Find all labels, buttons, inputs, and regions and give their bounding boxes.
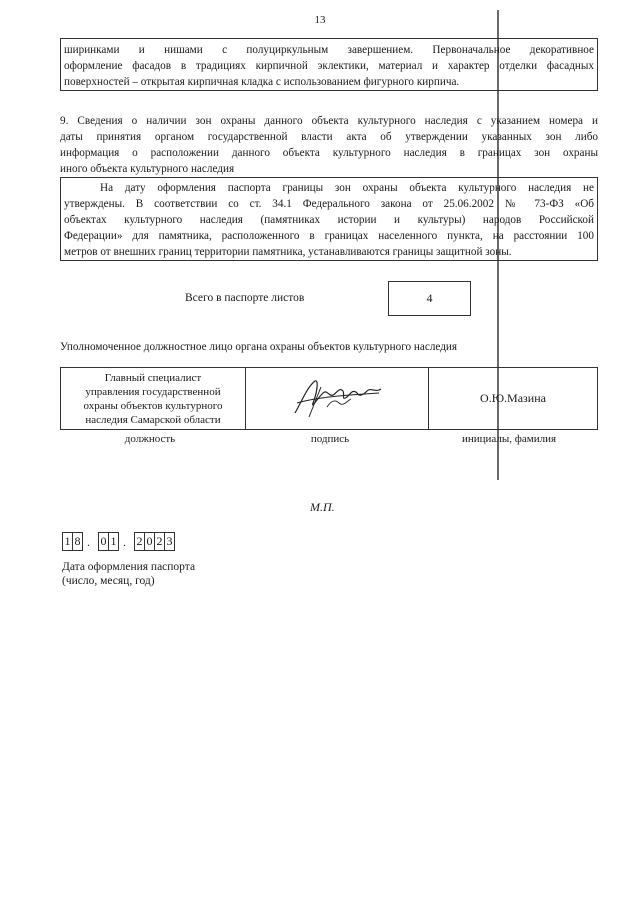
authorized-person-label: Уполномоченное должностное лицо органа охраны объектов культурного наследия xyxy=(60,341,458,353)
handwritten-signature xyxy=(287,373,387,421)
zone-line-3: объектах культурного наследия (памятниках истории и культуры) народов Российской xyxy=(64,214,594,226)
date-month-digit-1: 0 xyxy=(98,532,109,551)
date-separator-2: . xyxy=(123,535,126,549)
zone-line-2: утверждены. В соответствии со ст. 34.1 Федерального закона от 25.06.2002 № 73-ФЗ «Об xyxy=(64,198,594,210)
date-month-digit-2: 1 xyxy=(108,532,119,551)
stamp-place-label: М.П. xyxy=(310,500,335,514)
protection-zone-box xyxy=(60,177,598,261)
date-separator-1: . xyxy=(87,535,90,549)
total-sheets-label: Всего в паспорте листов xyxy=(185,292,305,304)
date-field xyxy=(62,532,202,552)
total-sheets-value: 4 xyxy=(388,281,471,316)
date-day-digit-2: 8 xyxy=(72,532,83,551)
date-year-digit-3: 2 xyxy=(154,532,165,551)
zone-line-4: Федерации» для памятника, расположенного в границах населенного пункта, на расстоянии 100 xyxy=(64,230,594,242)
date-day-digit-1: 1 xyxy=(62,532,73,551)
facade-line-1: ширинками и нишами с полуциркульным завершением. Первоначальное декоративное xyxy=(64,44,594,56)
section-9-line-3: информация о расположении данного объекта культурного наследия в границах зон охраны xyxy=(60,147,598,159)
facade-line-2: оформление фасадов в традициях кирпичной эклектики, материал и характер отделки фасадных xyxy=(64,60,594,72)
position-line-4: наследия Самарской области xyxy=(85,413,221,426)
signature-table xyxy=(60,367,598,430)
section-9-line-2: даты принятия органом государственной власти акта об утверждении указанных зон либо xyxy=(60,131,598,143)
facade-line-3: поверхностей – открытая кирпичная кладка с использованием фигурного кирпича. xyxy=(64,76,460,88)
page-number: 13 xyxy=(314,14,326,26)
position-line-2: управления государственной xyxy=(85,385,221,398)
position-line-1: Главный специалист xyxy=(104,371,202,384)
position-cell xyxy=(61,368,246,430)
facade-description-box xyxy=(60,38,598,91)
date-caption-line-1: Дата оформления паспорта xyxy=(62,561,196,573)
zone-line-5: метров от внешних границ территории памятника, устанавливаются границы защитной зоны. xyxy=(64,246,512,258)
date-year-digit-1: 2 xyxy=(134,532,145,551)
caption-name: инициалы, фамилия xyxy=(461,433,557,445)
date-year-digit-2: 0 xyxy=(144,532,155,551)
caption-signature: подпись xyxy=(310,433,350,445)
position-line-3: охраны объектов культурного xyxy=(83,399,223,412)
zone-line-1: На дату оформления паспорта границы зон охраны объекта культурного наследия не xyxy=(100,182,594,194)
section-9-line-4: иного объекта культурного наследия xyxy=(60,163,235,175)
date-caption-line-2: (число, месяц, год) xyxy=(62,575,155,587)
signature-cell xyxy=(246,368,429,430)
section-9-line-1: 9. Сведения о наличии зон охраны данного объекта культурного наследия с указанием номера и xyxy=(60,115,598,127)
name-cell: О.Ю.Мазина xyxy=(429,368,598,430)
section-9-text xyxy=(60,113,598,177)
caption-position: должность xyxy=(124,433,176,445)
date-year-digit-4: 3 xyxy=(164,532,175,551)
date-caption xyxy=(62,560,195,588)
